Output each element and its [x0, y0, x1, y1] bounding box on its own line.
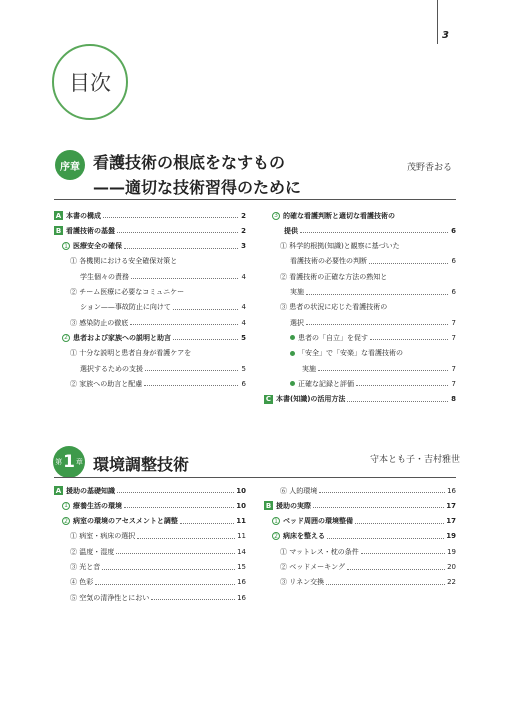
- toc-entry: [62, 240, 246, 253]
- toc-entry: [290, 286, 456, 299]
- leader-dots: [180, 523, 234, 524]
- toc-entry: [70, 316, 246, 329]
- chapter-title-line-1: 看護技術の根底をなすもの: [93, 153, 286, 172]
- toc-entry-page: 19: [446, 532, 456, 541]
- chapter-author: 守本とも子・吉村雅世: [370, 455, 461, 465]
- toc-entry-page: 10: [236, 501, 246, 510]
- subsection-marker-icon: 2: [62, 334, 70, 342]
- toc-entry-title: ① 科学的根拠(知識)と観察に基づいた: [280, 242, 400, 251]
- toc-entry-page: 6: [241, 379, 246, 388]
- leader-dots: [327, 538, 444, 539]
- toc-entry: [80, 270, 246, 283]
- toc-entry-page: 22: [447, 578, 456, 587]
- leader-dots: [151, 599, 235, 600]
- chapter-badge-prologue: [55, 150, 85, 180]
- toc-entry: [70, 591, 246, 604]
- toc-entry: [54, 224, 246, 237]
- toc-entry: [70, 377, 246, 390]
- toc-entry-title: ① 各機関における安全確保対策と: [70, 257, 178, 266]
- chapter-badge-text: 序章: [60, 161, 80, 173]
- subsection-marker-icon: 3: [272, 212, 280, 220]
- toc-entry-page: 14: [237, 547, 246, 556]
- toc-entry: [62, 515, 246, 528]
- chapter-title-line-1: 環境調整技術: [93, 455, 190, 474]
- toc-entry: [264, 393, 456, 406]
- toc-entry: [272, 209, 456, 222]
- leader-dots: [356, 385, 448, 386]
- bullet-icon: [290, 335, 295, 340]
- leader-dots: [117, 232, 238, 233]
- chapter-badge-number: 1: [63, 451, 75, 472]
- leader-dots: [103, 217, 238, 218]
- toc-entry: [290, 347, 456, 360]
- subsection-marker-icon: 1: [62, 242, 70, 250]
- toc-entry-page: 2: [241, 211, 246, 220]
- toc-entry: [264, 499, 456, 512]
- leader-dots: [173, 339, 238, 340]
- toc-entry: [280, 240, 456, 253]
- leader-dots: [124, 248, 238, 249]
- leader-dots: [313, 507, 444, 508]
- toc-entry-page: 10: [236, 486, 246, 495]
- subsection-marker-icon: 2: [272, 532, 280, 540]
- leader-dots: [306, 294, 448, 295]
- leader-dots: [306, 324, 448, 325]
- toc-entry: [70, 347, 246, 360]
- toc-entry-title: 本書の構成: [66, 211, 101, 220]
- toc-entry-title: 病室の環境のアセスメントと調整: [73, 517, 178, 526]
- toc-entry: [280, 576, 456, 589]
- toc-entry: [80, 362, 246, 375]
- subsection-marker-icon: 2: [62, 517, 70, 525]
- toc-entry-title: 学生個々の責務: [80, 272, 129, 281]
- toc-entry-page: 16: [237, 593, 246, 602]
- toc-entry-title: ベッド周囲の環境整備: [283, 517, 353, 526]
- toc-entry-page: 15: [237, 563, 246, 571]
- toc-entry-title: ③ リネン交換: [280, 578, 325, 587]
- toc-entry-page: 16: [447, 486, 456, 495]
- leader-dots: [95, 584, 235, 585]
- chapter-badge-suffix: 章: [75, 458, 83, 466]
- toc-entry-page: 4: [241, 272, 246, 281]
- leader-dots: [355, 523, 444, 524]
- bullet-icon: [290, 381, 295, 386]
- toc-entry-page: 7: [451, 364, 456, 373]
- leader-dots: [102, 569, 235, 570]
- toc-entry-title: ③ 感染防止の徹底: [70, 318, 129, 327]
- toc-entry: [54, 484, 246, 497]
- toc-entry-title: ② 家族への助言と配慮: [70, 379, 143, 388]
- leader-dots: [318, 370, 448, 371]
- toc-entry-page: 2: [241, 226, 246, 235]
- toc-entry-page: 7: [451, 333, 456, 342]
- toc-entry-title: 医療安全の確保: [73, 242, 122, 251]
- toc-entry-title: 援助の実際: [276, 501, 311, 510]
- chapter-badge-prefix: 第: [55, 458, 63, 466]
- header-rule: [437, 0, 438, 44]
- toc-entry: [280, 270, 456, 283]
- toc-entry-title: 選択: [290, 318, 304, 327]
- section-marker-icon: B: [265, 501, 272, 510]
- subsection-marker-icon: 1: [62, 502, 70, 510]
- toc-entry-page: 16: [237, 578, 246, 587]
- contents-heading: [52, 44, 128, 120]
- toc-entry-page: 7: [451, 318, 456, 327]
- leader-dots: [347, 401, 448, 402]
- toc-entry-page: 20: [447, 563, 456, 571]
- toc-entry-title: ② チーム医療に必要なコミュニケー: [70, 288, 185, 296]
- leader-dots: [370, 339, 448, 340]
- toc-entry-page: 5: [241, 333, 246, 342]
- toc-entry: [272, 530, 456, 543]
- subsection-marker-icon: 1: [272, 517, 280, 525]
- toc-entry-title: ③ 患者の状況に応じた看護技術の: [280, 303, 388, 312]
- toc-entry-page: 11: [237, 532, 246, 541]
- toc-entry-title: 「安全」で「安楽」な看護技術の: [298, 349, 403, 358]
- page-number: 3: [442, 30, 449, 41]
- chapter-divider: [54, 199, 456, 200]
- toc-entry-title: 病床を整える: [283, 532, 325, 541]
- leader-dots: [173, 309, 238, 310]
- toc-entry: [284, 224, 456, 237]
- toc-entry-page: 6: [451, 257, 456, 266]
- toc-entry-title: 看護技術の基盤: [66, 226, 115, 235]
- toc-entry: [272, 515, 456, 528]
- toc-entry-title: ② ベッドメーキング: [280, 563, 345, 571]
- chapter-badge-1: [53, 446, 85, 478]
- toc-entry: [80, 301, 246, 314]
- leader-dots: [144, 385, 238, 386]
- toc-entry-title: ④ 色彩: [70, 578, 94, 587]
- toc-entry-page: 3: [241, 242, 246, 251]
- toc-entry: [70, 286, 246, 299]
- toc-entry: [70, 545, 246, 558]
- leader-dots: [347, 569, 445, 570]
- toc-entry-page: 4: [241, 318, 246, 327]
- toc-entry-title: ① マットレス・枕の条件: [280, 547, 359, 556]
- leader-dots: [116, 553, 235, 554]
- toc-entry-page: 7: [451, 379, 456, 388]
- leader-dots: [117, 492, 234, 493]
- toc-entry-page: 8: [451, 395, 456, 404]
- toc-entry-page: 6: [451, 288, 456, 296]
- toc-entry-title: ③ 光と音: [70, 563, 101, 571]
- section-marker-icon: A: [55, 211, 62, 220]
- toc-entry-title: 実施: [290, 288, 304, 296]
- toc-entry-page: 11: [236, 517, 246, 526]
- leader-dots: [145, 370, 238, 371]
- bullet-icon: [290, 351, 295, 356]
- toc-entry-title: 患者の「自立」を促す: [298, 333, 368, 342]
- toc-entry: [280, 545, 456, 558]
- toc-entry: [62, 499, 246, 512]
- leader-dots: [319, 492, 445, 493]
- leader-dots: [361, 553, 445, 554]
- toc-entry-page: 17: [446, 501, 456, 510]
- toc-entry: [290, 377, 456, 390]
- toc-entry: [70, 561, 246, 574]
- toc-entry: [290, 255, 456, 268]
- toc-entry-title: ⑥ 人的環境: [280, 486, 318, 495]
- toc-entry-page: 17: [446, 517, 456, 526]
- section-marker-icon: C: [265, 395, 272, 404]
- toc-entry: [70, 576, 246, 589]
- toc-entry-title: ① 十分な説明と患者自身が看護ケアを: [70, 349, 192, 358]
- toc-entry-page: 6: [451, 226, 456, 235]
- toc-entry-title: 選択するための支援: [80, 364, 143, 373]
- toc-entry-title: 援助の基礎知識: [66, 486, 115, 495]
- toc-entry-title: 提供: [284, 226, 298, 235]
- toc-entry-title: ⑤ 空気の清浄性とにおい: [70, 593, 150, 602]
- toc-entry: [290, 316, 456, 329]
- toc-entry: [290, 331, 456, 344]
- toc-entry-title: ① 病室・病床の選択: [70, 532, 136, 541]
- toc-entry-title: 療養生活の環境: [73, 501, 122, 510]
- leader-dots: [369, 263, 448, 264]
- leader-dots: [124, 507, 234, 508]
- toc-entry-title: 本書(知識)の活用方法: [276, 395, 346, 404]
- toc-entry: [62, 331, 246, 344]
- toc-entry: [70, 530, 246, 543]
- section-marker-icon: B: [55, 226, 62, 235]
- contents-heading-text: 目次: [69, 71, 111, 95]
- toc-entry: [280, 301, 456, 314]
- toc-entry-title: 実施: [302, 364, 316, 373]
- toc-entry: [302, 362, 456, 375]
- chapter-title-line-2: ——適切な技術習得のために: [93, 178, 302, 197]
- toc-entry: [280, 484, 456, 497]
- toc-entry-page: 4: [241, 303, 246, 312]
- toc-entry-title: 患者および家族への説明と助言: [73, 333, 171, 342]
- chapter-author: 茂野香おる: [407, 163, 453, 173]
- toc-entry-title: ション——事故防止に向けて: [80, 303, 171, 312]
- toc-entry-title: 的確な看護判断と適切な看護技術の: [283, 211, 395, 220]
- leader-dots: [300, 232, 448, 233]
- toc-entry-page: 19: [447, 547, 456, 556]
- toc-entry: [280, 561, 456, 574]
- toc-entry-title: 看護技術の必要性の判断: [290, 257, 367, 266]
- toc-entry-page: 5: [241, 364, 246, 373]
- leader-dots: [326, 584, 445, 585]
- toc-entry-title: ② 看護技術の正確な方法の熟知と: [280, 272, 388, 281]
- toc-entry: [70, 255, 246, 268]
- section-marker-icon: A: [55, 486, 62, 495]
- leader-dots: [137, 538, 235, 539]
- leader-dots: [130, 324, 238, 325]
- leader-dots: [131, 278, 238, 279]
- chapter-divider: [54, 477, 456, 478]
- toc-entry-title: 正確な記録と評価: [298, 379, 354, 388]
- toc-entry: [54, 209, 246, 222]
- toc-entry-title: ② 温度・湿度: [70, 547, 115, 556]
